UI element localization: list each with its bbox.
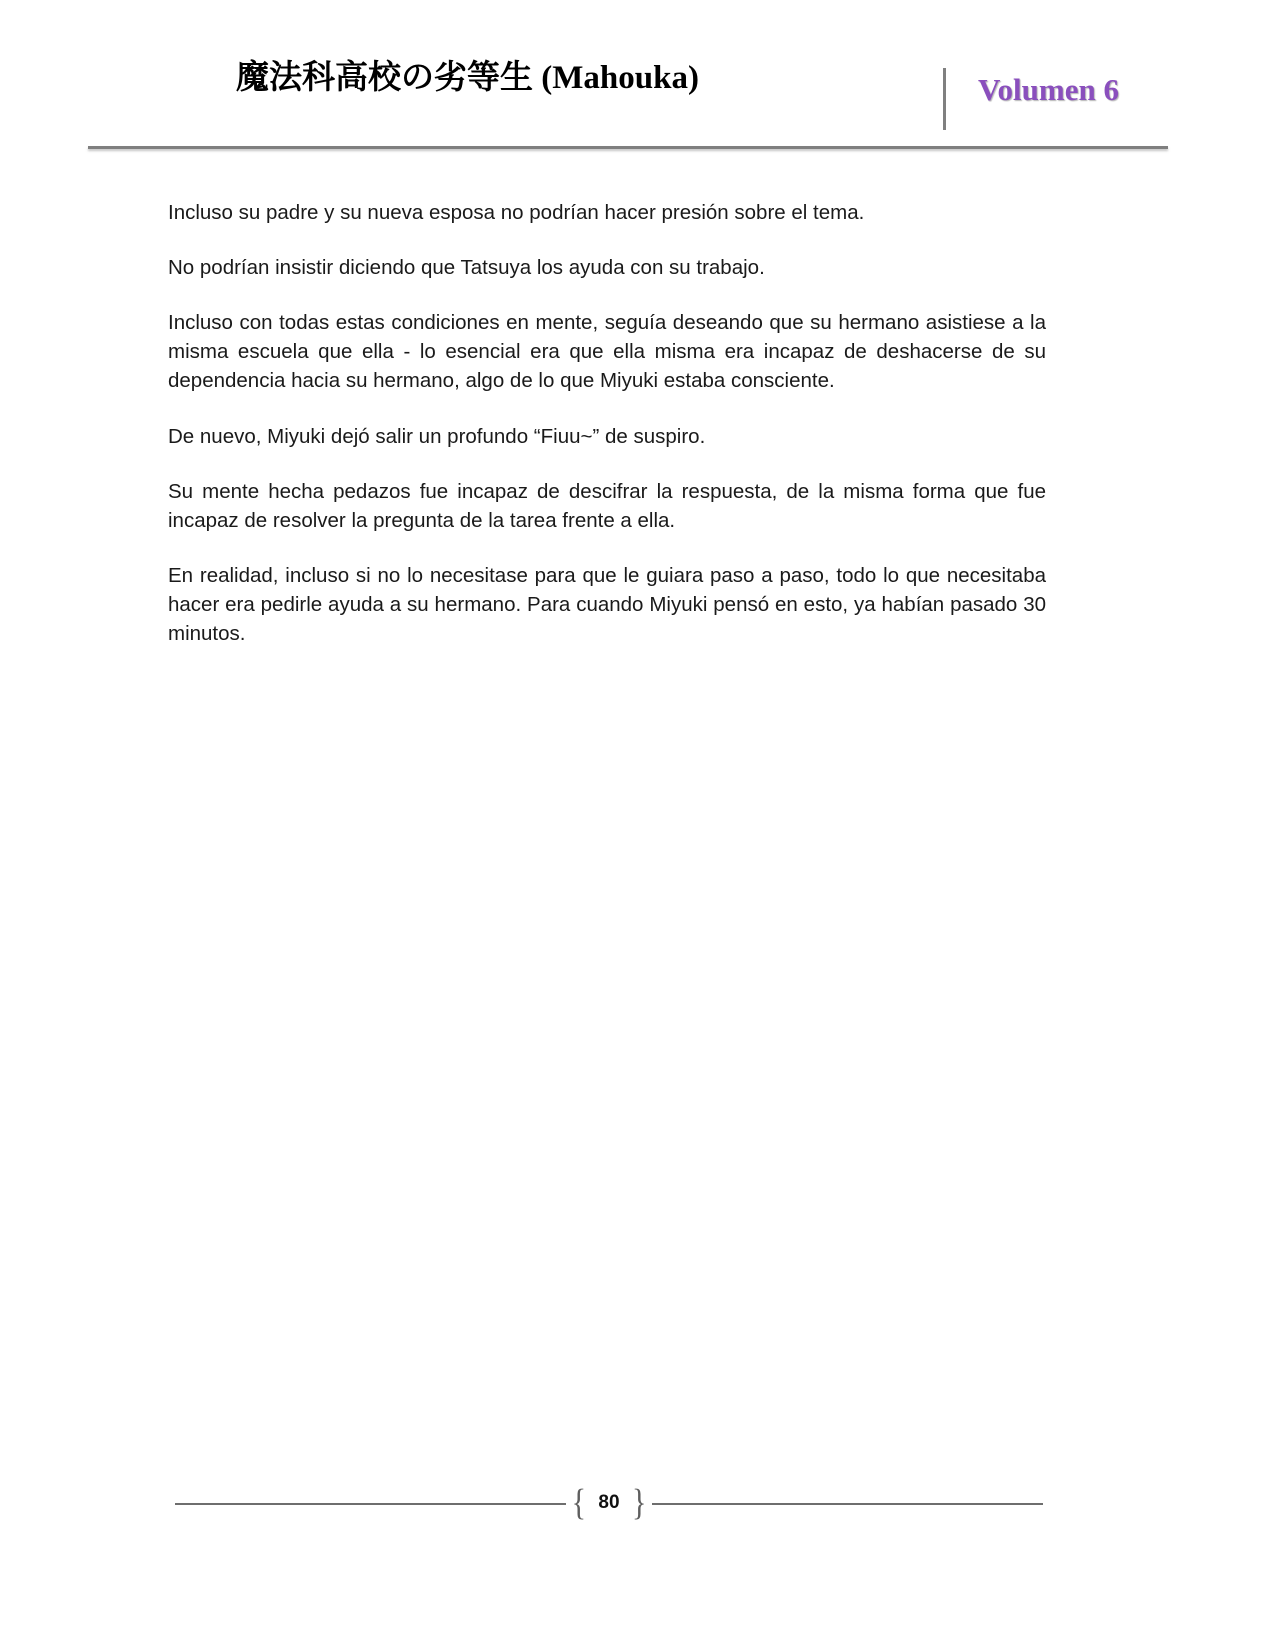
page-header [88,58,1168,150]
header-divider [943,68,946,130]
page-footer [175,1481,1043,1523]
body-paragraph: Incluso su padre y su nueva esposa no podrían hacer presión sobre el tema. [168,201,865,224]
page-number: 80 [598,1492,620,1513]
header-horizontal-rule [88,146,1168,149]
brace-right-icon: } [632,1481,647,1523]
brace-left-icon: { [571,1481,586,1523]
body-paragraph: Su mente hecha pedazos fue incapaz de descifrar la respuesta, de la misma forma que fue incapaz de resolver la pregunta de la tarea frente a ella. [168,479,1046,532]
header-title: 魔法科高校の劣等生 (Mahouka) [236,60,699,96]
header-volume-label: Volumen 6 [978,72,1119,107]
footer-rule-right [652,1503,1043,1505]
header-inner [88,58,1168,128]
footer-page-indicator [566,1481,653,1523]
footer-rule-left [175,1503,566,1505]
body-paragraph: Incluso con todas estas condiciones en mente, seguía deseando que su hermano asistiese a la misma escuela que ella - lo esencial era que ella misma era incapaz de deshacerse de su dependencia hacia su hermano, algo de lo que Miyuki estaba consciente. [168,311,1046,393]
body-paragraph: De nuevo, Miyuki dejó salir un profundo “Fiuu~” de suspiro. [168,424,706,448]
body-paragraph: No podrían insistir diciendo que Tatsuya los ayuda con su trabajo. [168,256,765,280]
body-paragraph: En realidad, incluso si no lo necesitase para que le guiara paso a paso, todo lo que necesitaba hacer era pedirle ayuda a su hermano. Para cuando Miyuki pensó en esto, ya habían pasado 30 minutos. [168,563,1046,646]
page-body [168,198,1046,648]
